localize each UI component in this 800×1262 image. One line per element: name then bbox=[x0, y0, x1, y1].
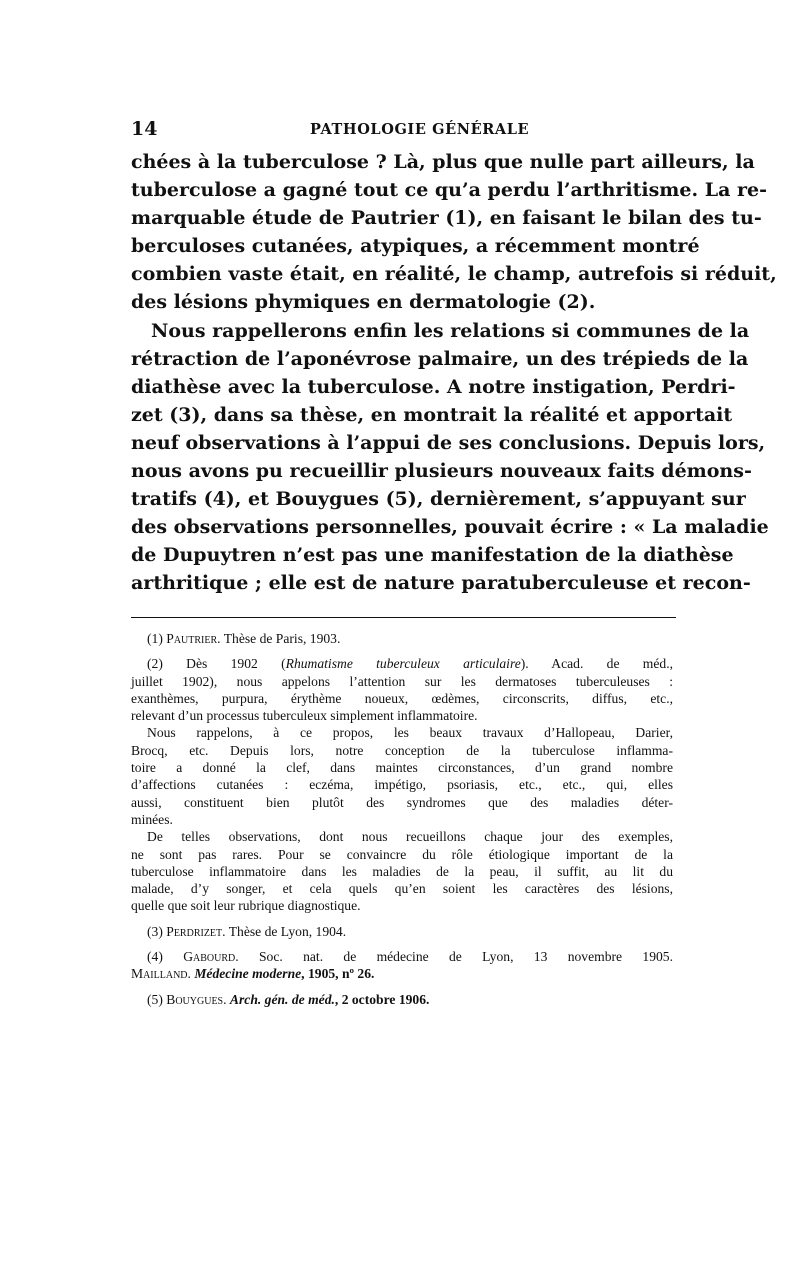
body-line: diathèse avec la tuberculose. A notre instigation, Perdri- bbox=[131, 375, 736, 398]
body-text bbox=[131, 148, 777, 598]
footnote-journal: Arch. gén. de méd. bbox=[229, 991, 335, 1007]
footnote-line: toire a donné la clef, dans maintes circonstances, d’un grand nombre bbox=[131, 760, 673, 776]
body-line: des observations personnelles, pouvait écrire : « La maladie bbox=[131, 516, 769, 539]
footnote-line: ne sont pas rares. Pour se convaincre du rôle étiologique important de la bbox=[131, 846, 673, 862]
body-line: des lésions phymiques en dermatologie (2). bbox=[131, 291, 596, 314]
body-line: tratifs (4), et Bouygues (5), dernièrement, s’appuyant sur bbox=[131, 488, 746, 511]
footnote-text: Thèse de Lyon, 1904. bbox=[228, 923, 347, 939]
footnote-author: Mailland. bbox=[131, 966, 191, 982]
running-title: PATHOLOGIE GÉNÉRALE bbox=[310, 121, 530, 138]
body-line: arthritique ; elle est de nature paratuberculeuse et recon- bbox=[131, 572, 751, 595]
footnote-author: Pautrier. bbox=[166, 631, 221, 646]
footnote-line: aussi, constituent bien plutôt des syndromes que des maladies déter- bbox=[131, 794, 673, 810]
body-line: nous avons pu recueillir plusieurs nouveaux faits démons- bbox=[131, 460, 752, 483]
footnote-line: tuberculose inflammatoire dans les maladies de la peau, il suffit, au lit du bbox=[131, 863, 673, 879]
body-line: marquable étude de Pautrier (1), en faisant le bilan des tu- bbox=[131, 207, 762, 230]
body-line: berculoses cutanées, atypiques, a récemment montré bbox=[131, 235, 700, 258]
footnote-line: De telles observations, dont nous recueillons chaque jour des exemples, bbox=[147, 829, 673, 845]
footnote-line: d’affections cutanées : eczéma, impétigo, psoriasis, etc., etc., qui, elles bbox=[131, 777, 673, 793]
footnote-3 bbox=[131, 923, 673, 940]
footnote-text: , 1905, nº 26. bbox=[301, 966, 375, 982]
footnote-4 bbox=[131, 948, 673, 983]
footnote-divider bbox=[131, 617, 676, 618]
footnote-line: minées. bbox=[131, 811, 173, 827]
footnote-journal: Médecine moderne bbox=[194, 966, 302, 982]
page-number: 14 bbox=[131, 118, 158, 140]
body-line: zet (3), dans sa thèse, en montrait la réalité et apportait bbox=[131, 403, 733, 426]
footnote-text: , 2 octobre 1906. bbox=[334, 991, 430, 1007]
footnote-author: Gabourd. bbox=[183, 949, 239, 965]
footnote-1 bbox=[131, 630, 673, 647]
footnote-line: Brocq, etc. Depuis lors, notre conception de la tuberculose inflamma- bbox=[131, 742, 673, 758]
footnote-5 bbox=[131, 991, 673, 1008]
body-line: de Dupuytren n’est pas une manifestation de la diathèse bbox=[131, 544, 734, 567]
footnote-line: Nous rappelons, à ce propos, les beaux travaux d’Hallopeau, Darier, bbox=[147, 725, 673, 741]
footnote-text: Thèse de Paris, 1903. bbox=[223, 631, 341, 646]
footnote-text: Soc. nat. de médecine de Lyon, 13 novembre 1905. bbox=[258, 949, 673, 965]
body-line: combien vaste était, en réalité, le champ, autrefois si réduit, bbox=[131, 263, 777, 286]
footnote-line: relevant d’un processus tuberculeux simplement inflammatoire. bbox=[131, 708, 478, 724]
footnote-2 bbox=[131, 655, 673, 914]
body-line: neuf observations à l’appui de ses conclusions. Depuis lors, bbox=[131, 431, 766, 454]
footnote-author: Bouygues. bbox=[166, 991, 227, 1007]
footnote-line: exanthèmes, purpura, érythème noueux, œdèmes, circonscrits, diffus, etc., bbox=[131, 690, 673, 706]
footnote-lead: (2) Dès 1902 ( bbox=[147, 656, 286, 672]
body-line: Nous rappellerons enfin les relations si communes de la bbox=[151, 319, 750, 342]
footnote-line: quelle que soit leur rubrique diagnostique. bbox=[131, 898, 361, 914]
footnote-title: Rhumatisme tuberculeux articulaire bbox=[285, 656, 521, 672]
footnotes bbox=[131, 630, 673, 1016]
footnote-line: juillet 1902), nous appelons l’attention sur les dermatoses tuberculeuses : bbox=[131, 673, 673, 689]
body-line: chées à la tuberculose ? Là, plus que nulle part ailleurs, la bbox=[131, 151, 755, 173]
footnote-line: malade, d’y songer, et cela quels qu’en soient les caractères des lésions, bbox=[131, 881, 673, 897]
footnote-number: (1) bbox=[147, 631, 163, 646]
body-line: tuberculose a gagné tout ce qu’a perdu l’arthritisme. La re- bbox=[131, 179, 767, 202]
footnote-author: Perdrizet. bbox=[166, 923, 226, 939]
footnote-number: (5) bbox=[147, 991, 163, 1007]
footnote-text: ). Acad. de méd., bbox=[520, 656, 673, 672]
body-line: rétraction de l’aponévrose palmaire, un des trépieds de la bbox=[131, 347, 749, 370]
footnote-number: (3) bbox=[147, 923, 163, 939]
footnote-number: (4) bbox=[147, 949, 163, 965]
